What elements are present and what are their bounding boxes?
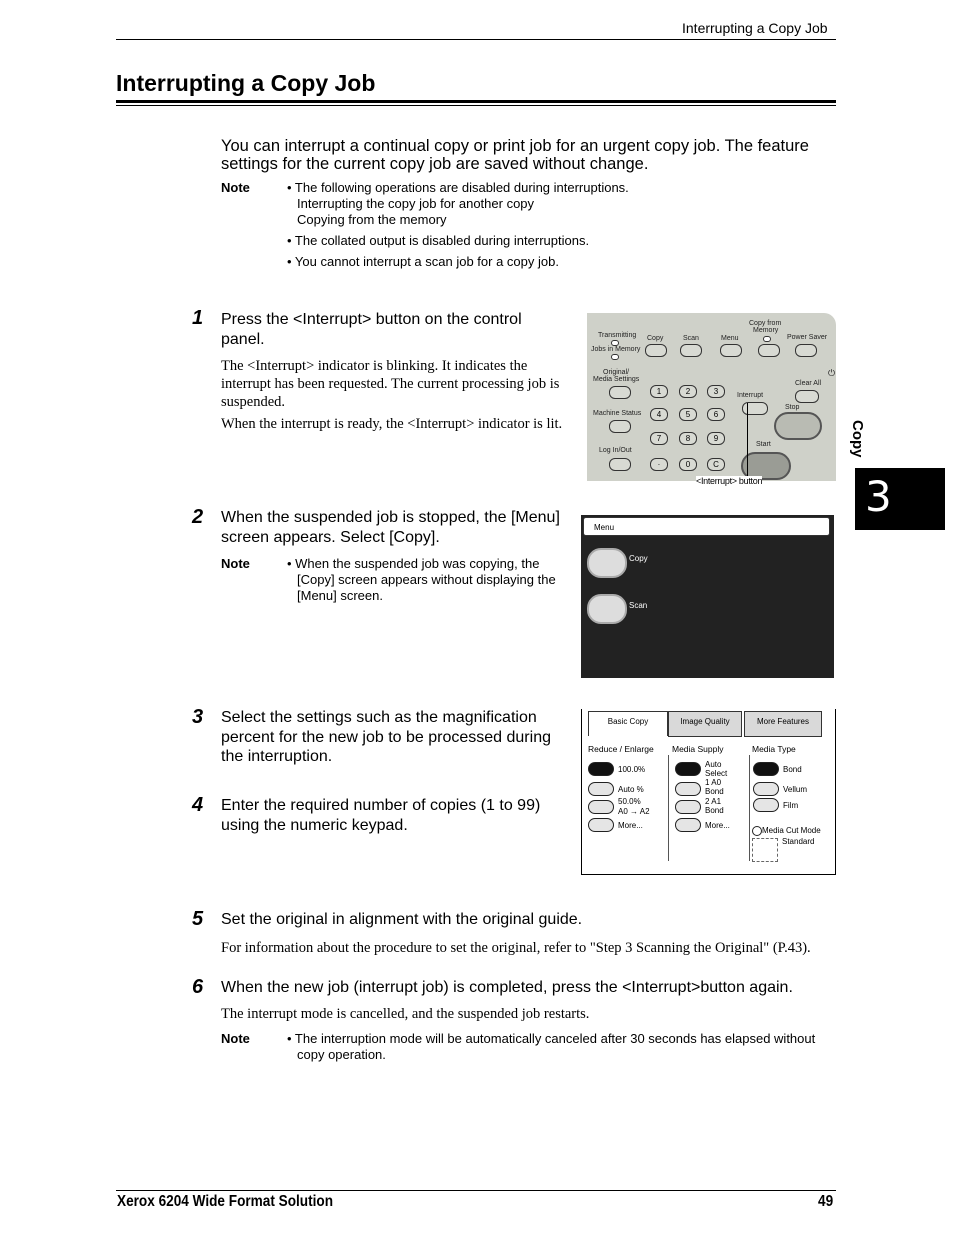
keypad-key-dot[interactable]: · [650, 458, 668, 471]
log-in-out-button[interactable] [609, 458, 631, 471]
film-label: Film [783, 801, 799, 810]
keypad-key-2[interactable]: 2 [679, 385, 697, 398]
media-settings-label: Media Settings [593, 376, 640, 383]
step-number-4: 4 [192, 794, 204, 816]
tray-1-type-label: Bond [705, 787, 724, 796]
step5-text: Set the original in alignment with the original guide. [221, 911, 583, 928]
copy-from-label: Copy from [749, 320, 782, 327]
auto-percent-button[interactable] [588, 782, 614, 796]
start-label: Start [756, 441, 771, 448]
keypad-key-9[interactable]: 9 [707, 432, 725, 445]
media-cut-mode-radio[interactable] [752, 826, 762, 836]
note-bullet-1: • The following operations are disabled during interruptions. [287, 180, 629, 195]
intro-line-1: You can interrupt a continual copy or print job for an urgent copy job. The feature [221, 137, 809, 155]
step-number-5: 5 [192, 908, 204, 930]
supply-more-label: More... [705, 821, 730, 830]
intro-line-2: settings for the current copy job are saved without change. [221, 155, 649, 173]
tray-2-type-label: Bond [705, 806, 724, 815]
interrupt-label: Interrupt [737, 392, 764, 399]
menu-title-bar: Menu [583, 517, 830, 536]
a0-a2-label: A0 → A2 [618, 807, 650, 816]
interrupt-button-callout: <Interrupt> button [696, 476, 763, 486]
media-type-heading: Media Type [752, 744, 796, 754]
step4-text-2: using the numeric keypad. [221, 817, 408, 834]
header-rule [116, 39, 836, 40]
footer-rule [116, 1190, 836, 1191]
tab-basic-copy[interactable]: Basic Copy [588, 711, 668, 736]
column-divider [668, 755, 669, 861]
media-cut-mode-label: Media Cut Mode [762, 826, 821, 835]
film-button[interactable] [753, 798, 779, 812]
title-rule [116, 100, 836, 103]
scan-button[interactable] [680, 344, 702, 357]
step1-desc-3: suspended. [221, 394, 286, 410]
title-rule-thin [116, 105, 836, 106]
step3-text-2: percent for the new job to be processed during [221, 729, 551, 746]
tab-image-quality[interactable]: Image Quality [668, 711, 742, 737]
vellum-label: Vellum [783, 785, 808, 794]
reduce-100-label: 100.0% [618, 765, 646, 774]
note-bullet-1a: Interrupting the copy job for another copy [297, 196, 535, 211]
step4-text-1: Enter the required number of copies (1 to 99) [221, 797, 541, 814]
step2-text-2: screen appears. Select [Copy]. [221, 529, 440, 546]
media-supply-heading: Media Supply [672, 744, 724, 754]
copy-icon[interactable] [587, 548, 627, 578]
log-in-out-label: Log In/Out [599, 447, 632, 454]
machine-status-label: Machine Status [593, 410, 642, 417]
chapter-tab [855, 468, 945, 530]
step-number-3: 3 [192, 706, 204, 728]
tray-2-size-label: 2 A1 [705, 797, 722, 806]
reduce-50-button[interactable] [588, 800, 614, 814]
step1-desc-1: The <Interrupt> indicator is blinking. It indicates the [221, 358, 528, 374]
control-panel-figure [587, 313, 836, 481]
step6-text: When the new job (interrupt job) is completed, press the <Interrupt>button again. [221, 979, 793, 996]
step1-desc-2: interrupt has been requested. The current processing job is [221, 376, 560, 392]
step2-note-3: [Menu] screen. [297, 588, 383, 603]
supply-more-button[interactable] [675, 818, 701, 832]
copy-button-label: Copy [647, 335, 664, 342]
step2-note-label: Note [221, 556, 250, 571]
jobs-in-memory-indicator [611, 354, 619, 360]
reduce-enlarge-heading: Reduce / Enlarge [588, 744, 654, 754]
keypad-key-8[interactable]: 8 [679, 432, 697, 445]
menu-button-label: Menu [721, 335, 739, 342]
tab-more-features[interactable]: More Features [744, 711, 822, 737]
power-icon: ⏻ [828, 368, 836, 378]
menu-screen-figure [581, 515, 834, 678]
step-number-1: 1 [192, 307, 204, 329]
auto-percent-label: Auto % [618, 785, 644, 794]
clear-all-button[interactable] [795, 390, 819, 403]
step-number-2: 2 [192, 506, 204, 528]
keypad-key-6[interactable]: 6 [707, 408, 725, 421]
note-bullet-3: • You cannot interrupt a scan job for a copy job. [287, 254, 559, 269]
basic-copy-screen-figure [581, 709, 836, 875]
menu-copy-label[interactable]: Copy [629, 554, 648, 563]
page-title: Interrupting a Copy Job [116, 70, 376, 96]
step2-text-1: When the suspended job is stopped, the [Menu] [221, 509, 560, 526]
step6-note-label: Note [221, 1031, 250, 1046]
auto-select-button[interactable] [675, 762, 701, 776]
copy-from-memory-button[interactable] [758, 344, 780, 357]
keypad-key-0[interactable]: 0 [679, 458, 697, 471]
reduce-50-label: 50.0% [618, 797, 641, 806]
keypad-key-7[interactable]: 7 [650, 432, 668, 445]
callout-line [747, 403, 748, 481]
chapter-number: 3 [865, 472, 892, 521]
step3-text-3: the interruption. [221, 748, 333, 765]
tray-1-size-label: 1 A0 [705, 778, 722, 787]
note-label: Note [221, 180, 250, 195]
step2-note-2: [Copy] screen appears without displaying the [297, 572, 556, 587]
power-saver-button[interactable] [795, 344, 817, 357]
media-cut-mode-icon [752, 838, 778, 862]
step1-desc-4: When the interrupt is ready, the <Interrupt> indicator is lit. [221, 416, 563, 432]
auto-label: Auto [705, 760, 722, 769]
transmitting-label: Transmitting [598, 332, 637, 339]
step5-desc: For information about the procedure to set the original, refer to "Step 3 Scanning the Original" (P.43). [221, 940, 811, 956]
memory-label: Memory [753, 327, 779, 334]
column-divider [749, 755, 750, 861]
vellum-button[interactable] [753, 782, 779, 796]
keypad-key-clear[interactable]: C [707, 458, 725, 471]
original-label: Original/ [603, 369, 630, 376]
interrupt-button[interactable] [742, 402, 768, 415]
step2-note-1: • When the suspended job was copying, the [287, 556, 540, 571]
bond-label: Bond [783, 765, 802, 774]
reduce-more-label: More... [618, 821, 643, 830]
step1-text-2: panel. [221, 331, 265, 348]
copy-from-memory-indicator [763, 336, 771, 342]
copy-button[interactable] [645, 344, 667, 357]
machine-status-button[interactable] [609, 420, 631, 433]
scan-icon[interactable] [587, 594, 627, 624]
keypad-key-4[interactable]: 4 [650, 408, 668, 421]
clear-all-label: Clear All [795, 380, 822, 387]
jobs-in-memory-label: Jobs in Memory [591, 346, 641, 353]
keypad-key-1[interactable]: 1 [650, 385, 668, 398]
select-label: Select [705, 769, 728, 778]
tray-1-button[interactable] [675, 782, 701, 796]
scan-button-label: Scan [683, 335, 699, 342]
step1-text-1: Press the <Interrupt> button on the control [221, 311, 522, 328]
note-bullet-1b: Copying from the memory [297, 212, 447, 227]
step6-note-2: copy operation. [297, 1047, 386, 1062]
menu-button[interactable] [720, 344, 742, 357]
running-head: Interrupting a Copy Job [682, 20, 828, 36]
original-media-settings-button[interactable] [609, 386, 631, 399]
power-saver-label: Power Saver [787, 334, 828, 341]
chapter-side-label: Copy [849, 420, 866, 458]
step6-desc: The interrupt mode is cancelled, and the suspended job restarts. [221, 1006, 590, 1022]
page-number: 49 [818, 1193, 834, 1210]
step3-text-1: Select the settings such as the magnification [221, 709, 537, 726]
stop-button[interactable] [774, 412, 822, 440]
stop-label: Stop [785, 404, 800, 411]
reduce-100-button[interactable] [588, 762, 614, 776]
step-number-6: 6 [192, 976, 204, 998]
keypad-key-3[interactable]: 3 [707, 385, 725, 398]
menu-scan-label[interactable]: Scan [629, 601, 648, 610]
standard-label: Standard [782, 837, 815, 846]
footer-title: Xerox 6204 Wide Format Solution [117, 1193, 334, 1210]
reduce-more-button[interactable] [588, 818, 614, 832]
tray-2-button[interactable] [675, 800, 701, 814]
step6-note-1: • The interruption mode will be automatically canceled after 30 seconds has elapsed without [287, 1031, 816, 1046]
bond-button[interactable] [753, 762, 779, 776]
keypad-key-5[interactable]: 5 [679, 408, 697, 421]
note-bullet-2: • The collated output is disabled during interruptions. [287, 233, 590, 248]
